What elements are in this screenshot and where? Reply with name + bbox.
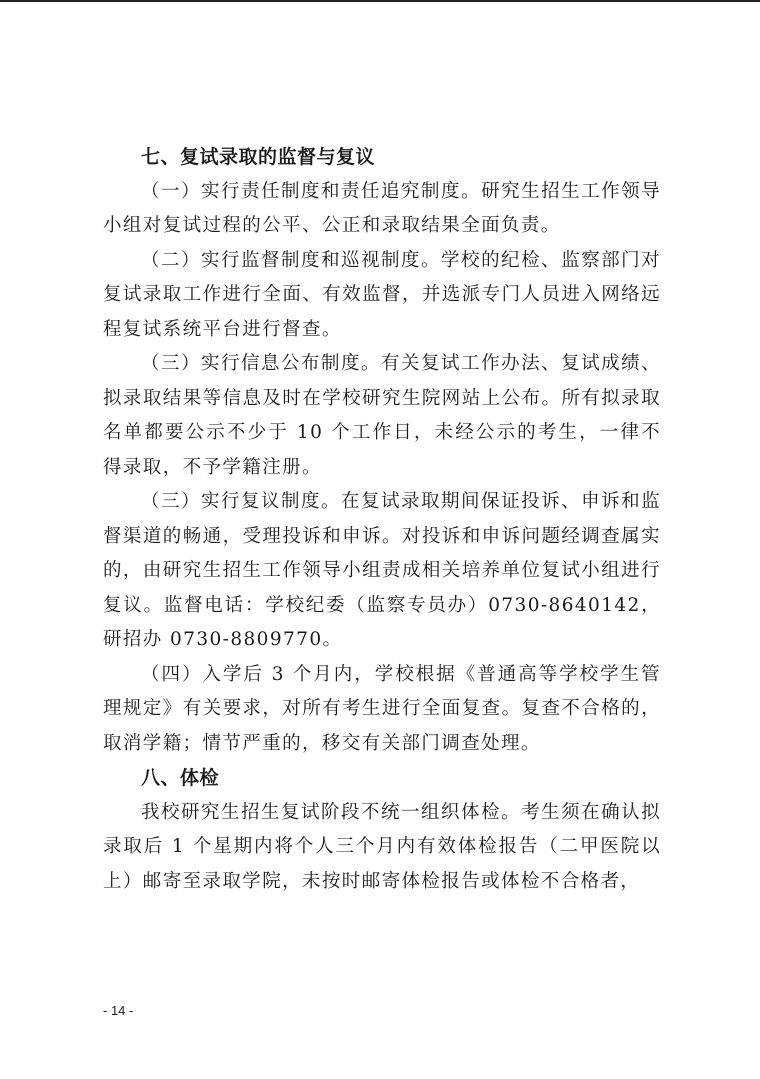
section-7-paragraph-3: （三）实行信息公布制度。有关复试工作办法、复试成绩、拟录取结果等信息及时在学校研究生院网站上公布。所有拟录取名单都要公示不少于 10 个工作日，未经公示的考生，一律不得录取，不予学籍注册。 xyxy=(103,353,661,478)
document-body xyxy=(103,140,661,899)
top-border-line xyxy=(0,0,760,2)
section-7-paragraph-4: （三）实行复议制度。在复试录取期间保证投诉、申诉和监督渠道的畅通，受理投诉和申诉。对投诉和申诉问题经调查属实的，由研究生招生工作领导小组责成相关培养单位复试小组进行复议。监督电话：学校纪委（监察专员办）0730-8640142，研招办 0730-8809770。 xyxy=(103,491,661,650)
section-8-heading: 八、体检 xyxy=(141,767,220,789)
section-7-heading: 七、复试录取的监督与复议 xyxy=(141,146,376,168)
section-8-paragraph-1: 我校研究生招生复试阶段不统一组织体检。考生须在确认拟录取后 1 个星期内将个人三个月内有效体检报告（二甲医院以上）邮寄至录取学院，未按时邮寄体检报告或体检不合格者， xyxy=(103,801,661,892)
page-number: - 14 - xyxy=(103,1003,134,1018)
section-7-paragraph-1: （一）实行责任制度和责任追究制度。研究生招生工作领导小组对复试过程的公平、公正和录取结果全面负责。 xyxy=(103,180,661,236)
section-7-paragraph-5: （四）入学后 3 个月内，学校根据《普通高等学校学生管理规定》有关要求，对所有考生进行全面复查。复查不合格的，取消学籍；情节严重的，移交有关部门调查处理。 xyxy=(103,663,661,754)
section-7-paragraph-2: （二）实行监督制度和巡视制度。学校的纪检、监察部门对复试录取工作进行全面、有效监督，并选派专门人员进入网络远程复试系统平台进行督查。 xyxy=(103,249,661,340)
